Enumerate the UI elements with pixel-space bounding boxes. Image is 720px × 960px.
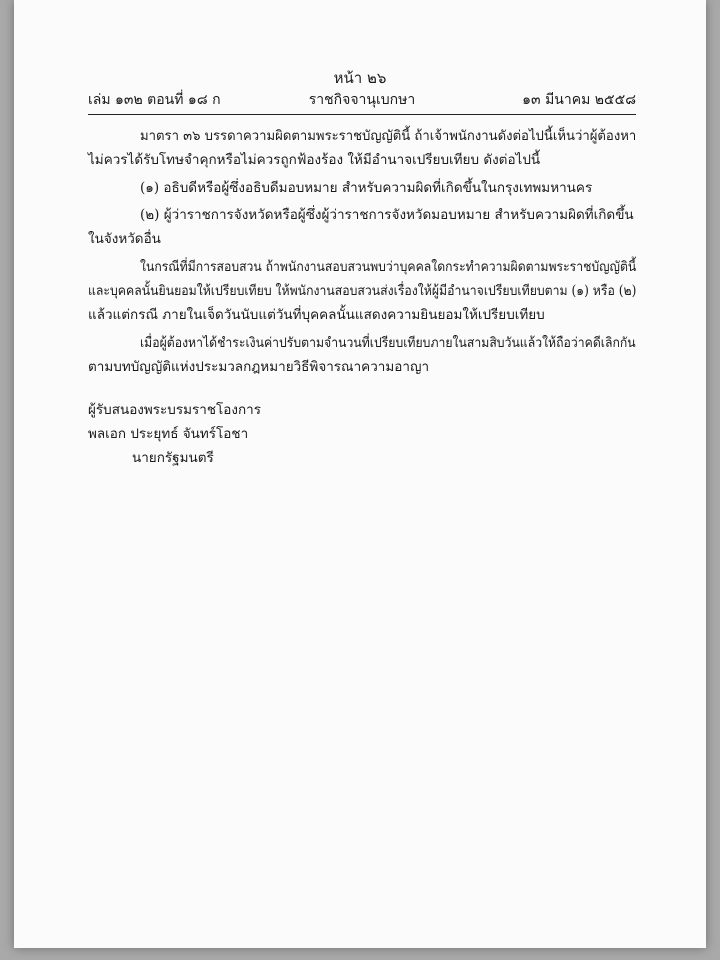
page-number: หน้า ๒๖ [333,69,387,87]
publication-date: ๑๓ มีนาคม ๒๕๕๘ [522,92,636,108]
paragraph-inquiry-line-3: แล้วแต่กรณี ภายในเจ็ดวันนับแต่วันที่บุคคลนั้นแสดงความยินยอมให้เปรียบเทียบ [88,307,545,323]
item-2-line-1: (๒) ผู้ว่าราชการจังหวัดหรือผู้ซึ่งผู้ว่าราชการจังหวัดมอบหมาย สำหรับความผิดที่เกิดขึ้น [140,207,634,223]
signatory-name: พลเอก ประยุทธ์ จันทร์โอชา [88,426,249,442]
item-2-line-2: ในจังหวัดอื่น [88,231,161,247]
section-36-line-2: ไม่ควรได้รับโทษจำคุกหรือไม่ควรถูกฟ้องร้อง ให้มีอำนาจเปรียบเทียบ ดังต่อไปนี้ [88,152,541,168]
paragraph-payment-line-1: เมื่อผู้ต้องหาได้ชำระเงินค่าปรับตามจำนวนที่เปรียบเทียบภายในสามสิบวันแล้วให้ถือว่าคดีเลิกกัน [140,335,636,351]
paragraph-inquiry-line-1: ในกรณีที่มีการสอบสวน ถ้าพนักงานสอบสวนพบว่าบุคคลใดกระทำความผิดตามพระราชบัญญัตินี้ [140,259,637,275]
section-36-line-1: มาตรา ๓๖ บรรดาความผิดตามพระราชบัญญัตินี้ ถ้าเจ้าพนักงานดังต่อไปนี้เห็นว่าผู้ต้องหา [140,128,637,144]
item-1: (๑) อธิบดีหรือผู้ซึ่งอธิบดีมอบหมาย สำหรับความผิดที่เกิดขึ้นในกรุงเทพมหานคร [140,180,593,196]
gazette-page [14,0,706,948]
gazette-name: ราชกิจจานุเบกษา [308,92,416,108]
countersign-label: ผู้รับสนองพระบรมราชโองการ [88,402,261,418]
paragraph-inquiry-line-2: และบุคคลนั้นยินยอมให้เปรียบเทียบ ให้พนักงานสอบสวนส่งเรื่องให้ผู้มีอำนาจเปรียบเทียบตาม (๑) หรือ (๒) [88,283,637,299]
gazette-header [88,89,636,111]
volume-issue: เล่ม ๑๓๒ ตอนที่ ๑๘ ก [88,92,221,108]
paragraph-payment-line-2: ตามบทบัญญัติแห่งประมวลกฎหมายวิธีพิจารณาความอาญา [88,359,430,375]
header-divider [88,114,636,115]
signatory-position: นายกรัฐมนตรี [132,450,214,466]
